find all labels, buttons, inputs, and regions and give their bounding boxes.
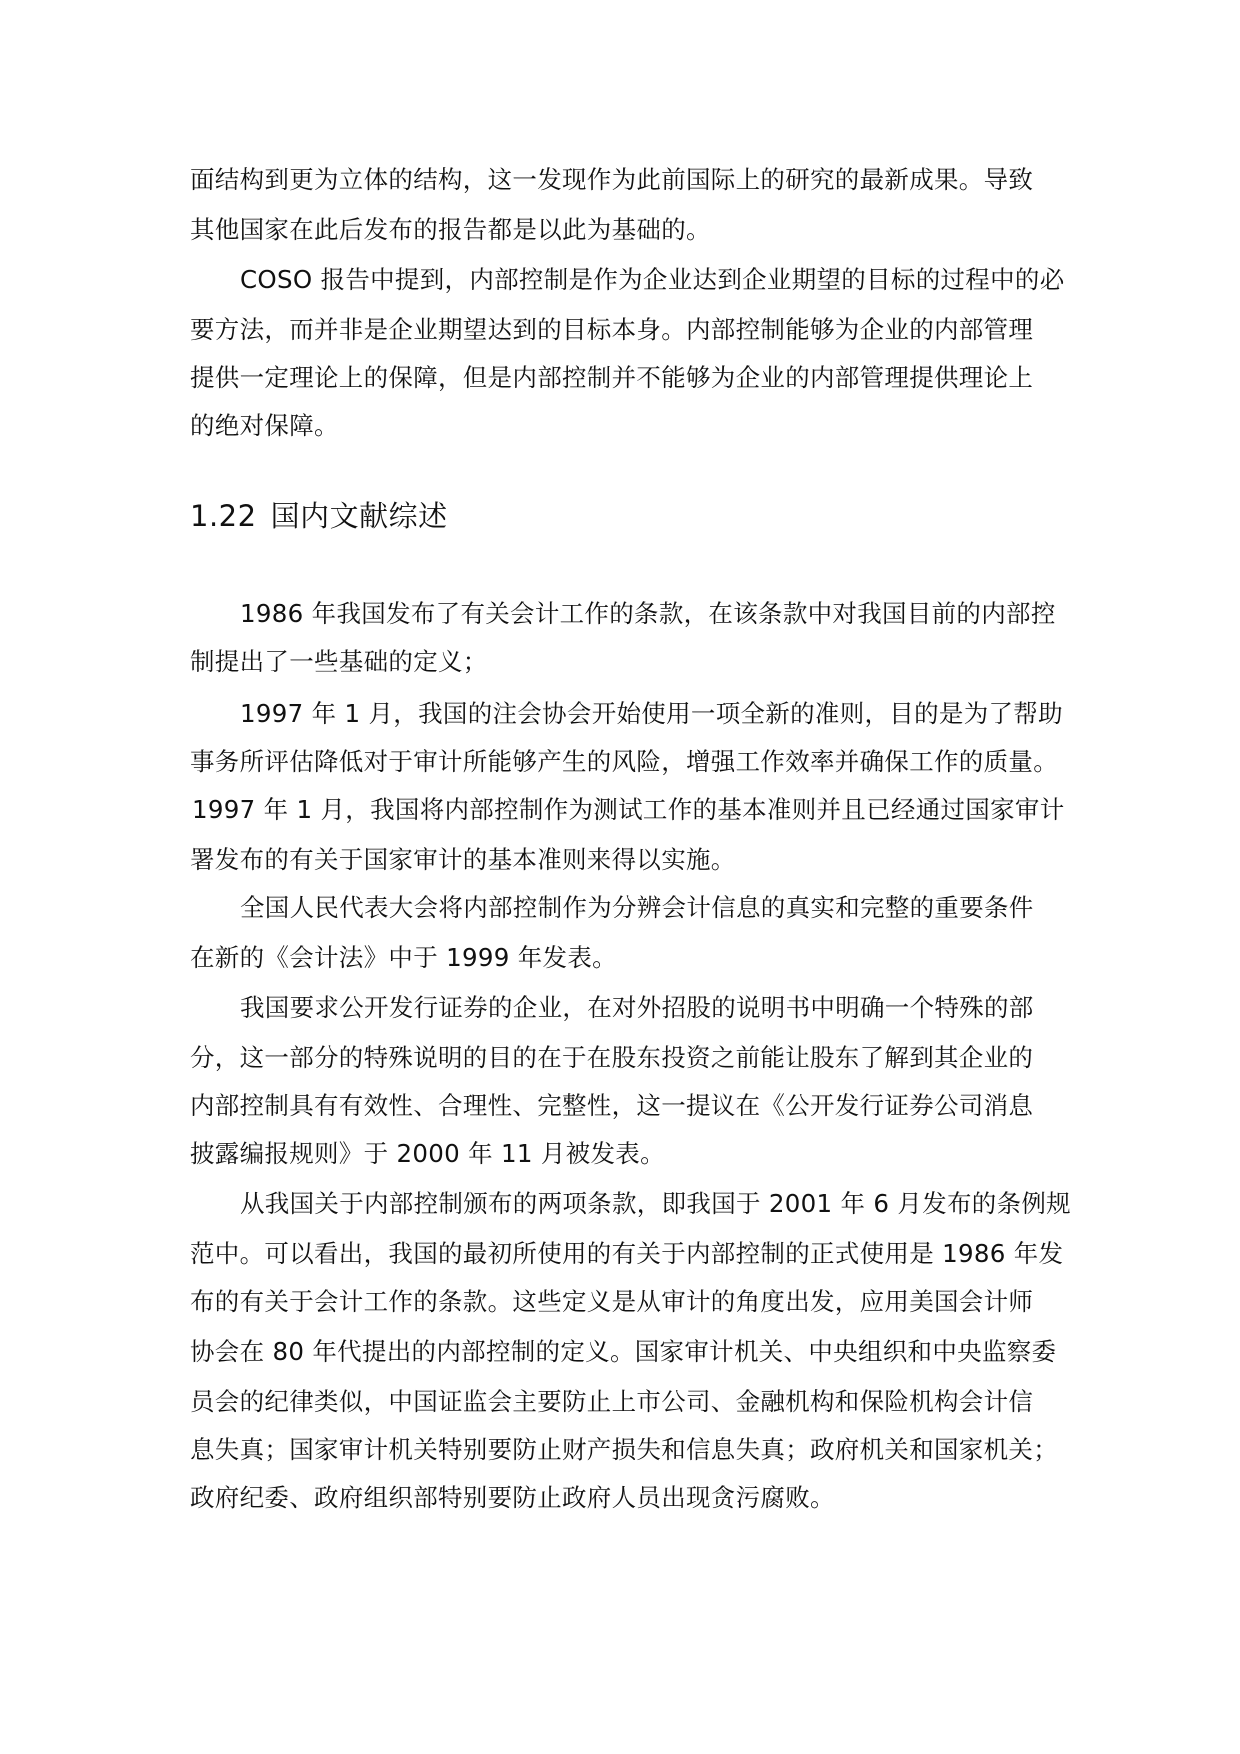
paragraph-line: 息失真；国家审计机关特别要防止财产损失和信息失真；政府机关和国家机关； (190, 1435, 1058, 1464)
paragraph-line: COSO 报告中提到，内部控制是作为企业达到企业期望的目标的过程中的必 (240, 265, 1065, 294)
paragraph-line: 面结构到更为立体的结构，这一发现作为此前国际上的研究的最新成果。导致 (190, 165, 1034, 194)
paragraph-line: 从我国关于内部控制颁布的两项条款，即我国于 2001 年 6 月发布的条例规 (240, 1189, 1071, 1218)
paragraph-line: 事务所评估降低对于审计所能够产生的风险，增强工作效率并确保工作的质量。 (190, 747, 1058, 776)
paragraph-line: 1986 年我国发布了有关会计工作的条款，在该条款中对我国目前的内部控 (240, 599, 1056, 628)
paragraph-line: 布的有关于会计工作的条款。这些定义是从审计的角度出发，应用美国会计师 (190, 1287, 1034, 1316)
paragraph-line: 范中。可以看出，我国的最初所使用的有关于内部控制的正式使用是 1986 年发 (190, 1239, 1064, 1268)
paragraph-line: 其他国家在此后发布的报告都是以此为基础的。 (190, 215, 711, 244)
paragraph-line: 提供一定理论上的保障，但是内部控制并不能够为企业的内部管理提供理论上 (190, 363, 1034, 392)
paragraph-line: 协会在 80 年代提出的内部控制的定义。国家审计机关、中央组织和中央监察委 (190, 1337, 1057, 1366)
paragraph-line: 全国人民代表大会将内部控制作为分辨会计信息的真实和完整的重要条件 (240, 893, 1034, 922)
paragraph-line: 我国要求公开发行证券的企业，在对外招股的说明书中明确一个特殊的部 (240, 993, 1034, 1022)
paragraph-line: 制提出了一些基础的定义； (190, 647, 488, 676)
paragraph-line: 署发布的有关于国家审计的基本准则来得以实施。 (190, 845, 736, 874)
paragraph-line: 在新的《会计法》中于 1999 年发表。 (190, 943, 617, 972)
paragraph-line: 员会的纪律类似，中国证监会主要防止上市公司、金融机构和保险机构会计信 (190, 1387, 1034, 1416)
section-title: 国内文献综述 (270, 499, 448, 533)
paragraph-line: 1997 年 1 月，我国将内部控制作为测试工作的基本准则并且已经通过国家审计 (192, 795, 1065, 824)
paragraph-line: 内部控制具有有效性、合理性、完整性，这一提议在《公开发行证券公司消息 (190, 1091, 1034, 1120)
paragraph-line: 政府纪委、政府组织部特别要防止政府人员出现贪污腐败。 (190, 1483, 835, 1512)
section-number: 1.22 (190, 499, 257, 533)
section-heading (190, 496, 448, 536)
paragraph-line: 1997 年 1 月，我国的注会协会开始使用一项全新的准则，目的是为了帮助 (240, 699, 1063, 728)
paragraph-line: 分，这一部分的特殊说明的目的在于在股东投资之前能让股东了解到其企业的 (190, 1043, 1034, 1072)
paragraph-line: 的绝对保障。 (190, 411, 339, 440)
paragraph-line: 要方法，而并非是企业期望达到的目标本身。内部控制能够为企业的内部管理 (190, 315, 1034, 344)
paragraph-line: 披露编报规则》于 2000 年 11 月被发表。 (190, 1139, 665, 1168)
